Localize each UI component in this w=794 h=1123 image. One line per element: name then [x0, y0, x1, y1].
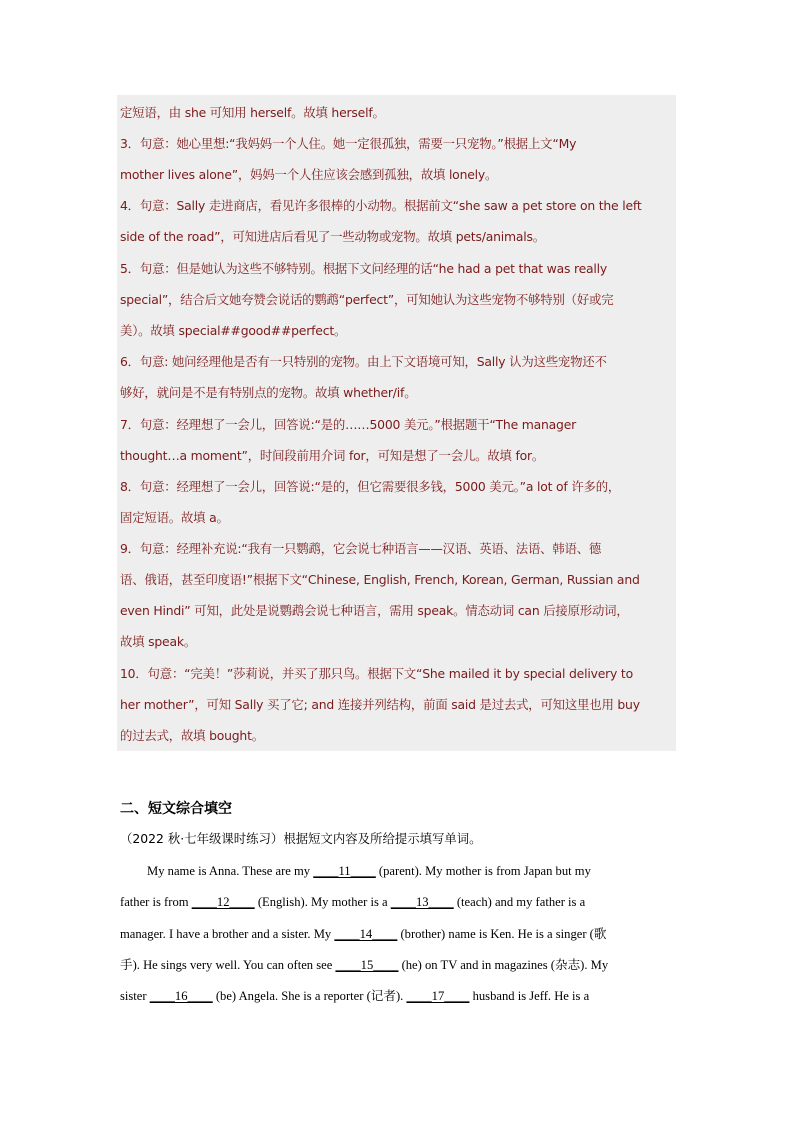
passage-line — [120, 987, 589, 1005]
answer-line: 美）。故填 special##good##perfect。 — [120, 323, 347, 338]
passage-text: My name is Anna. These are my — [147, 864, 314, 878]
passage-text: (be) Angela. She is a reporter (记者). — [212, 989, 407, 1003]
answer-line: 7．句意：经理想了一会儿，回答说:“是的……5000 美元。”根据题干“The manager — [120, 417, 577, 432]
passage-text: (English). My mother is a — [254, 895, 391, 909]
answer-blank: ____15____ — [335, 958, 399, 972]
answer-line: 定短语，由 she 可知用 herself。故填 herself。 — [120, 105, 385, 120]
passage-text: (parent). My mother is from Japan but my — [375, 864, 591, 878]
answer-blank: ____14____ — [334, 927, 398, 941]
answer-line: 8．句意：经理想了一会儿，回答说:“是的，但它需要很多钱，5000 美元。”a lot of 许多的， — [120, 479, 621, 494]
passage-line — [120, 893, 585, 911]
answer-line: 9．句意：经理补充说:“我有一只鹦鹉，它会说七种语言——汉语、英语、法语、韩语、德 — [120, 541, 602, 556]
passage-text: father is from — [120, 895, 192, 909]
answer-line: even Hindi” 可知，此处是说鹦鹉会说七种语言，需用 speak。情态动词 can 后接原形动词， — [120, 603, 629, 618]
answer-line: 4．句意：Sally 走进商店，看见许多很棒的小动物。根据前文“she saw a pet store on the left — [120, 198, 642, 213]
answer-line: 6．句意: 她问经理他是否有一只特别的宠物。由上下文语境可知，Sally 认为这些宠物还不 — [120, 354, 607, 369]
answer-line: 3．句意：她心里想:“我妈妈一个人住。她一定很孤独，需要一只宠物。”根据上文“My — [120, 136, 577, 151]
passage-line — [120, 956, 608, 974]
answer-line: thought…a moment”，时间段前用介词 for，可知是想了一会儿。故填 for。 — [120, 448, 545, 463]
passage-line — [147, 862, 591, 880]
answer-line: her mother”，可知 Sally 买了它; and 连接并列结构，前面 said 是过去式，可知这里也用 buy — [120, 697, 640, 712]
passage-text: (he) on TV and in magazines (杂志). My — [398, 958, 609, 972]
answer-line: 的过去式，故填 bought。 — [120, 728, 264, 743]
passage-text: (brother) name is Ken. He is a singer (歌 — [397, 927, 607, 941]
answer-line: special”，结合后文她夸赞会说话的鹦鹉“perfect”，可知她认为这些宠物不够特别（好或完 — [120, 292, 614, 307]
answer-blank: ____17____ — [406, 989, 470, 1003]
answer-blank: ____13____ — [390, 895, 454, 909]
answer-line: 固定短语。故填 a。 — [120, 510, 229, 525]
passage-line — [120, 925, 606, 943]
section-heading: 二、短文综合填空 — [120, 801, 232, 817]
answer-blank: ____11____ — [313, 864, 376, 878]
passage-text: sister — [120, 989, 150, 1003]
answer-blank: ____12____ — [191, 895, 255, 909]
answer-line: 10．句意：“完美！”莎莉说，并买了那只鸟。根据下文“She mailed it by special delivery to — [120, 666, 633, 681]
answer-line: 语、俄语，甚至印度语!”根据下文“Chinese, English, French, Korean, German, Russian and — [120, 572, 640, 587]
answer-blank: ____16____ — [149, 989, 213, 1003]
answer-line: mother lives alone”，妈妈一个人住应该会感到孤独，故填 lonely。 — [120, 167, 498, 182]
answer-line: 故填 speak。 — [120, 634, 197, 649]
answer-line: 5．句意：但是她认为这些不够特别。根据下文问经理的话“he had a pet that was really — [120, 261, 608, 276]
question-intro: （2022 秋·七年级课时练习）根据短文内容及所给提示填写单词。 — [120, 831, 482, 846]
passage-text: husband is Jeff. He is a — [469, 989, 590, 1003]
passage-text: 手). He sings very well. You can often see — [120, 958, 336, 972]
passage-text: (teach) and my father is a — [453, 895, 586, 909]
answer-line: 够好，就问是不是有特别点的宠物。故填 whether/if。 — [120, 385, 417, 400]
passage-text: manager. I have a brother and a sister. My — [120, 927, 335, 941]
answer-line: side of the road”，可知进店后看见了一些动物或宠物。故填 pets/animals。 — [120, 229, 545, 244]
